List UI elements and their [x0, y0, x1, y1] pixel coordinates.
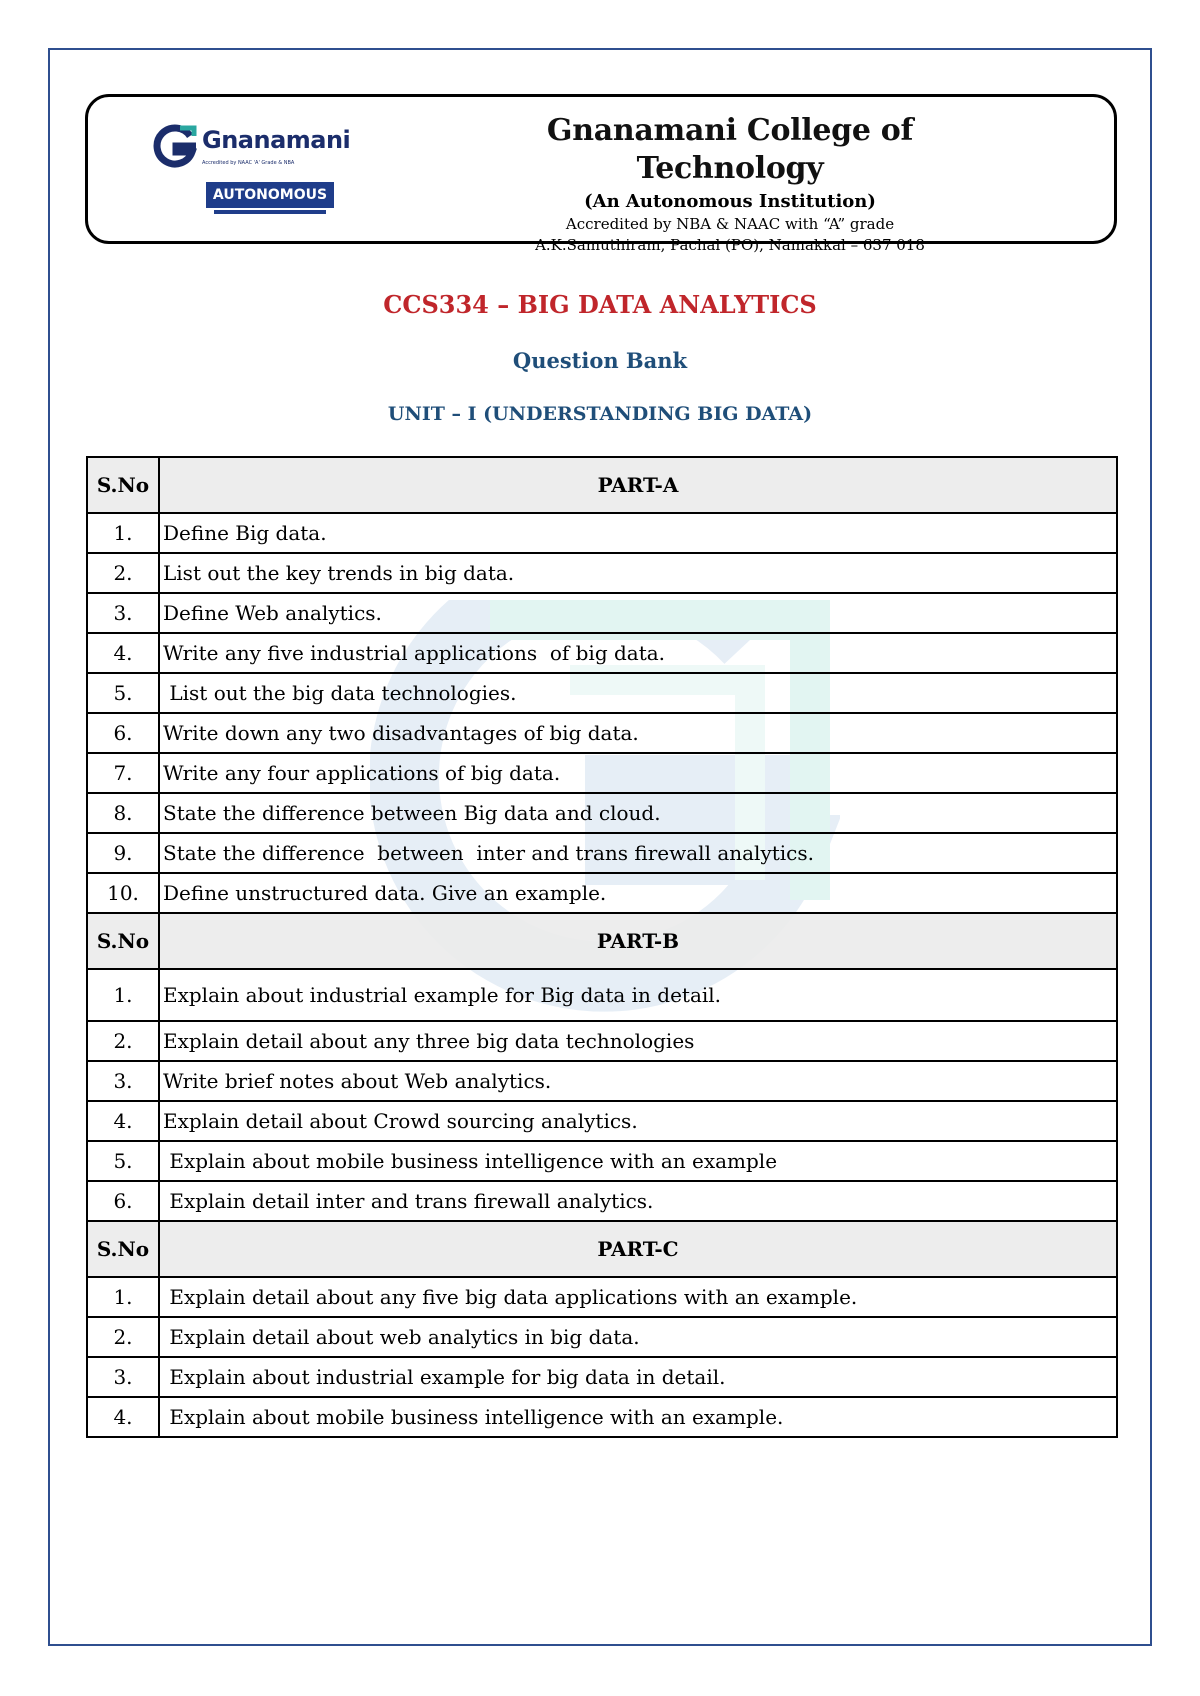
sno-header: S.No — [87, 913, 159, 969]
table-row — [87, 713, 1117, 753]
table-row — [87, 673, 1117, 713]
question-number: 8. — [87, 793, 159, 833]
question-text: Explain about mobile business intelligence with an example — [159, 1141, 1117, 1181]
question-number: 3. — [87, 1357, 159, 1397]
question-text: Define Web analytics. — [159, 593, 1117, 633]
section-header-part-c — [87, 1221, 1117, 1277]
autonomous-line: (An Autonomous Institution) — [584, 191, 876, 212]
table-row — [87, 969, 1117, 1021]
logo-name: Gnanamani — [202, 126, 351, 154]
table-row — [87, 633, 1117, 673]
question-text: Define unstructured data. Give an example. — [159, 873, 1117, 913]
course-title: CCS334 – BIG DATA ANALYTICS — [383, 290, 817, 319]
question-text: Explain detail about web analytics in big data. — [159, 1317, 1117, 1357]
question-text: Explain detail inter and trans firewall analytics. — [159, 1181, 1117, 1221]
question-number: 1. — [87, 513, 159, 553]
question-number: 6. — [87, 1181, 159, 1221]
question-number: 3. — [87, 593, 159, 633]
question-number: 5. — [87, 1141, 159, 1181]
address-line: A.K.Samuthiram, Pachal (PO), Namakkal – 637 018 — [535, 236, 925, 254]
question-number: 10. — [87, 873, 159, 913]
question-text: Explain detail about any three big data technologies — [159, 1021, 1117, 1061]
question-text: Explain about industrial example for big data in detail. — [159, 1357, 1117, 1397]
table-row — [87, 1061, 1117, 1101]
table-row — [87, 1397, 1117, 1437]
part-label: PART-C — [159, 1221, 1117, 1277]
section-header-part-b — [87, 913, 1117, 969]
question-number: 4. — [87, 633, 159, 673]
table-row — [87, 1021, 1117, 1061]
table-row — [87, 833, 1117, 873]
table-row — [87, 1357, 1117, 1397]
question-number: 2. — [87, 1021, 159, 1061]
question-text: Write any four applications of big data. — [159, 753, 1117, 793]
table-row — [87, 553, 1117, 593]
question-text: Explain detail about Crowd sourcing analytics. — [159, 1101, 1117, 1141]
table-row — [87, 873, 1117, 913]
table-row — [87, 593, 1117, 633]
table-row — [87, 1141, 1117, 1181]
question-text: List out the big data technologies. — [159, 673, 1117, 713]
sno-header: S.No — [87, 457, 159, 513]
question-text: Explain about industrial example for Big data in detail. — [159, 969, 1117, 1021]
question-bank-title: Question Bank — [512, 348, 688, 373]
question-number: 2. — [87, 1317, 159, 1357]
part-label: PART-A — [159, 457, 1117, 513]
table-row — [87, 1277, 1117, 1317]
question-text: Define Big data. — [159, 513, 1117, 553]
question-text: List out the key trends in big data. — [159, 553, 1117, 593]
question-text: State the difference between Big data and cloud. — [159, 793, 1117, 833]
sno-header: S.No — [87, 1221, 159, 1277]
accreditation-line: Accredited by NBA & NAAC with “A” grade — [565, 215, 895, 233]
table-row — [87, 1101, 1117, 1141]
question-number: 2. — [87, 553, 159, 593]
question-text: Write any five industrial applications of big data. — [159, 633, 1117, 673]
college-name: Gnanamani College of Technology — [546, 113, 914, 186]
table-row — [87, 1181, 1117, 1221]
table-row — [87, 793, 1117, 833]
question-number: 3. — [87, 1061, 159, 1101]
table-row — [87, 513, 1117, 553]
table-row — [87, 753, 1117, 793]
question-number: 9. — [87, 833, 159, 873]
logo-g-icon — [150, 122, 198, 170]
question-text: Write brief notes about Web analytics. — [159, 1061, 1117, 1101]
question-table — [86, 456, 1118, 1438]
question-text: Explain about mobile business intelligence with an example. — [159, 1397, 1117, 1437]
table-row — [87, 1317, 1117, 1357]
logo-badge: AUTONOMOUS — [206, 182, 334, 208]
question-text: State the difference between inter and trans firewall analytics. — [159, 833, 1117, 873]
question-number: 6. — [87, 713, 159, 753]
question-text: Explain detail about any five big data applications with an example. — [159, 1277, 1117, 1317]
section-header-part-a — [87, 457, 1117, 513]
unit-title: UNIT – I (UNDERSTANDING BIG DATA) — [387, 403, 813, 425]
part-label: PART-B — [159, 913, 1117, 969]
question-number: 1. — [87, 1277, 159, 1317]
logo-subtitle: Accredited by NAAC 'A' Grade & NBA — [202, 160, 295, 166]
college-logo — [150, 122, 350, 222]
question-number: 5. — [87, 673, 159, 713]
question-number: 4. — [87, 1101, 159, 1141]
question-number: 4. — [87, 1397, 159, 1437]
question-number: 1. — [87, 969, 159, 1021]
question-text: Write down any two disadvantages of big data. — [159, 713, 1117, 753]
question-number: 7. — [87, 753, 159, 793]
college-info — [470, 112, 990, 256]
